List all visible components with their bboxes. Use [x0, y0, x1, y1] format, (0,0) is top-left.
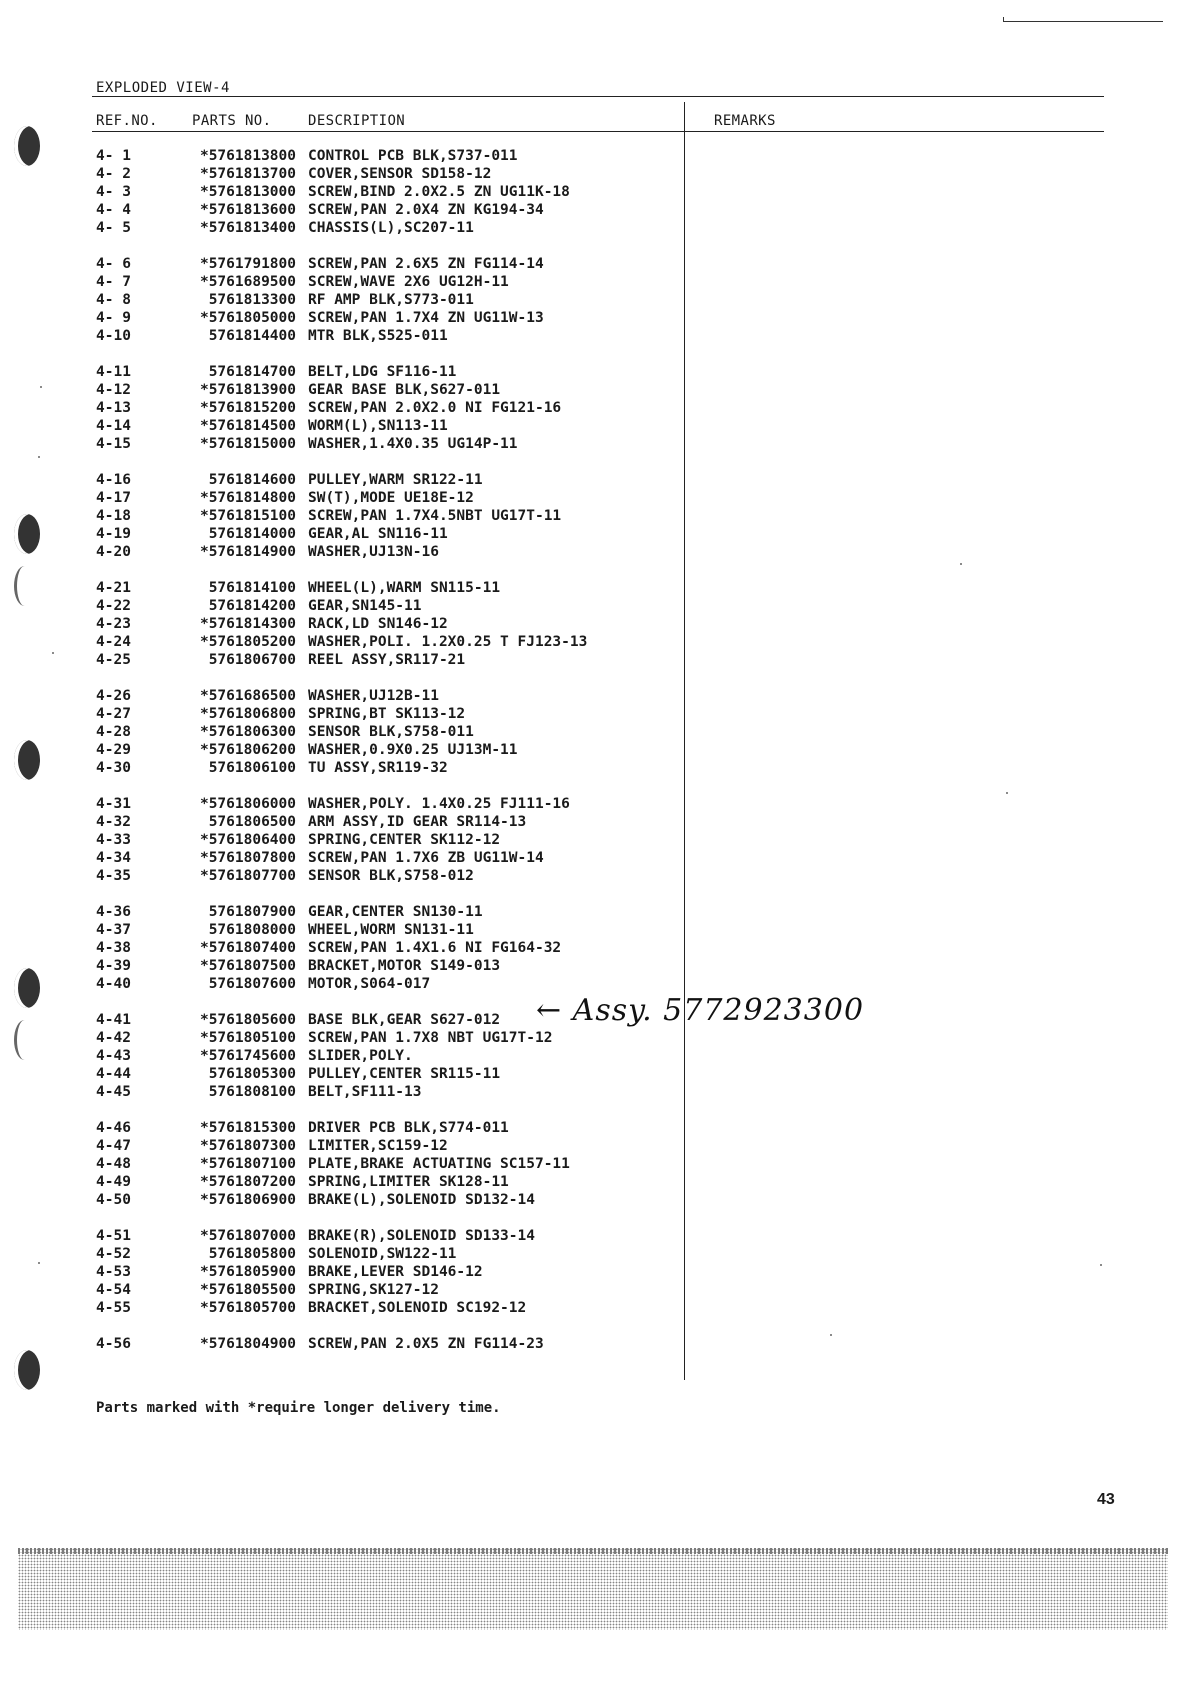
parts-no-cell: *5761807300: [199, 1138, 296, 1154]
parts-no-cell: 5761814700: [208, 364, 296, 380]
description-cell: SCREW,PAN 1.7X4.5NBT UG17T-11: [308, 508, 562, 524]
table-row: [96, 580, 676, 597]
ref-no-cell: 4-42: [96, 1030, 131, 1046]
ref-no-cell: 4-55: [96, 1300, 131, 1316]
description-cell: SPRING,BT SK113-12: [308, 706, 466, 722]
header-parts-no: PARTS NO.: [192, 113, 272, 129]
description-cell: REEL ASSY,SR117-21: [308, 652, 466, 668]
parts-no-cell: *5761813800: [199, 148, 296, 164]
ref-no-cell: 4- 9: [96, 310, 131, 326]
ref-no-cell: 4-35: [96, 868, 131, 884]
ref-no-cell: 4-54: [96, 1282, 131, 1298]
table-row: [96, 742, 676, 759]
table-row: [96, 1300, 676, 1317]
description-cell: SPRING,LIMITER SK128-11: [308, 1174, 509, 1190]
description-cell: WASHER,0.9X0.25 UJ13M-11: [308, 742, 518, 758]
description-cell: GEAR,CENTER SN130-11: [308, 904, 483, 920]
ref-no-cell: 4-41: [96, 1012, 131, 1028]
table-row: [96, 1156, 676, 1173]
parts-no-cell: *5761815200: [199, 400, 296, 416]
table-row: [96, 220, 676, 237]
description-cell: BASE BLK,GEAR S627-012: [308, 1012, 501, 1028]
ref-no-cell: 4-11: [96, 364, 131, 380]
table-row: [96, 868, 676, 885]
ref-no-cell: 4-52: [96, 1246, 131, 1262]
parts-no-cell: *5761813600: [199, 202, 296, 218]
parts-no-cell: 5761806700: [208, 652, 296, 668]
ref-no-cell: 4-43: [96, 1048, 131, 1064]
binder-hole-mark: [14, 126, 40, 166]
ref-no-cell: 4-18: [96, 508, 131, 524]
parts-no-cell: *5761805000: [199, 310, 296, 326]
ref-no-cell: 4-51: [96, 1228, 131, 1244]
description-cell: LIMITER,SC159-12: [308, 1138, 448, 1154]
table-row: [96, 508, 676, 525]
description-cell: SCREW,PAN 1.7X8 NBT UG17T-12: [308, 1030, 553, 1046]
description-cell: WASHER,UJ12B-11: [308, 688, 439, 704]
description-cell: DRIVER PCB BLK,S774-011: [308, 1120, 509, 1136]
parts-no-cell: *5761807100: [199, 1156, 296, 1172]
table-row: [96, 1084, 676, 1101]
ref-no-cell: 4-30: [96, 760, 131, 776]
ref-no-cell: 4-49: [96, 1174, 131, 1190]
table-row: [96, 850, 676, 867]
ref-no-cell: 4-12: [96, 382, 131, 398]
parts-no-cell: 5761814200: [208, 598, 296, 614]
table-row: [96, 490, 676, 507]
ref-no-cell: 4-24: [96, 634, 131, 650]
table-row: [96, 328, 676, 345]
scan-speck: [1100, 1264, 1102, 1266]
description-cell: BRACKET,SOLENOID SC192-12: [308, 1300, 527, 1316]
description-cell: SCREW,PAN 1.4X1.6 NI FG164-32: [308, 940, 562, 956]
parts-no-cell: *5761813900: [199, 382, 296, 398]
parts-no-cell: 5761808100: [208, 1084, 296, 1100]
description-cell: SCREW,PAN 2.6X5 ZN FG114-14: [308, 256, 544, 272]
ref-no-cell: 4-10: [96, 328, 131, 344]
table-row: [96, 310, 676, 327]
header-remarks: REMARKS: [714, 113, 776, 129]
parts-no-cell: 5761814400: [208, 328, 296, 344]
description-cell: WASHER,POLY. 1.4X0.25 FJ111-16: [308, 796, 570, 812]
description-cell: SCREW,PAN 2.0X4 ZN KG194-34: [308, 202, 544, 218]
scan-speck: [40, 386, 42, 388]
parts-no-cell: *5761805600: [199, 1012, 296, 1028]
description-cell: SENSOR BLK,S758-011: [308, 724, 474, 740]
table-row: [96, 1174, 676, 1191]
table-row: [96, 724, 676, 741]
ref-no-cell: 4- 8: [96, 292, 131, 308]
table-row: [96, 1228, 676, 1245]
description-cell: WASHER,UJ13N-16: [308, 544, 439, 560]
scan-speck: [1006, 792, 1008, 794]
table-row: [96, 1030, 676, 1047]
parts-no-cell: 5761814000: [208, 526, 296, 542]
parts-no-cell: *5761806800: [199, 706, 296, 722]
parts-no-cell: *5761814900: [199, 544, 296, 560]
parts-no-cell: 5761805300: [208, 1066, 296, 1082]
table-row: [96, 832, 676, 849]
parts-no-cell: *5761804900: [199, 1336, 296, 1352]
ref-no-cell: 4-29: [96, 742, 131, 758]
parts-no-cell: *5761689500: [199, 274, 296, 290]
description-cell: WORM(L),SN113-11: [308, 418, 448, 434]
scan-speck: [830, 1334, 832, 1336]
parts-no-cell: *5761806200: [199, 742, 296, 758]
table-row: [96, 382, 676, 399]
description-cell: PULLEY,CENTER SR115-11: [308, 1066, 501, 1082]
table-row: [96, 184, 676, 201]
description-cell: SCREW,PAN 2.0X2.0 NI FG121-16: [308, 400, 562, 416]
page-number: 43: [1097, 1491, 1115, 1508]
ref-no-cell: 4-39: [96, 958, 131, 974]
table-row: [96, 922, 676, 939]
description-cell: GEAR,AL SN116-11: [308, 526, 448, 542]
table-row: [96, 1120, 676, 1137]
description-cell: SENSOR BLK,S758-012: [308, 868, 474, 884]
ref-no-cell: 4-20: [96, 544, 131, 560]
table-row: [96, 940, 676, 957]
binder-hole-mark: [14, 968, 40, 1008]
ref-no-cell: 4-44: [96, 1066, 131, 1082]
table-row: [96, 652, 676, 669]
description-cell: SLIDER,POLY.: [308, 1048, 413, 1064]
parts-no-cell: *5761807500: [199, 958, 296, 974]
binder-hole-mark: [14, 1350, 40, 1390]
ref-no-cell: 4-56: [96, 1336, 131, 1352]
description-cell: SCREW,PAN 2.0X5 ZN FG114-23: [308, 1336, 544, 1352]
table-row: [96, 688, 676, 705]
description-cell: SOLENOID,SW122-11: [308, 1246, 457, 1262]
description-cell: PULLEY,WARM SR122-11: [308, 472, 483, 488]
table-row: [96, 904, 676, 921]
ref-no-cell: 4- 7: [96, 274, 131, 290]
ref-no-cell: 4-32: [96, 814, 131, 830]
parts-no-cell: *5761815000: [199, 436, 296, 452]
scan-speck: [960, 563, 962, 565]
parts-no-cell: *5761815300: [199, 1120, 296, 1136]
table-row: [96, 274, 676, 291]
table-row: [96, 364, 676, 381]
parts-no-cell: *5761805100: [199, 1030, 296, 1046]
description-cell: SW(T),MODE UE18E-12: [308, 490, 474, 506]
ref-no-cell: 4-14: [96, 418, 131, 434]
parts-no-cell: 5761805800: [208, 1246, 296, 1262]
table-row: [96, 148, 676, 165]
parts-no-cell: 5761807600: [208, 976, 296, 992]
parts-no-cell: 5761814100: [208, 580, 296, 596]
description-cell: WASHER,1.4X0.35 UG14P-11: [308, 436, 518, 452]
description-cell: BRACKET,MOTOR S149-013: [308, 958, 501, 974]
table-row: [96, 1264, 676, 1281]
parts-no-cell: *5761814500: [199, 418, 296, 434]
ref-no-cell: 4-37: [96, 922, 131, 938]
table-row: [96, 526, 676, 543]
ref-no-cell: 4-48: [96, 1156, 131, 1172]
ref-no-cell: 4-36: [96, 904, 131, 920]
top-rule: [92, 96, 1104, 97]
description-cell: GEAR BASE BLK,S627-011: [308, 382, 501, 398]
ref-no-cell: 4-31: [96, 796, 131, 812]
description-cell: SCREW,BIND 2.0X2.5 ZN UG11K-18: [308, 184, 570, 200]
parts-no-cell: *5761806300: [199, 724, 296, 740]
description-cell: BRAKE(R),SOLENOID SD133-14: [308, 1228, 535, 1244]
page-title: EXPLODED VIEW-4: [96, 80, 230, 96]
parts-no-cell: *5761813400: [199, 220, 296, 236]
description-cell: SCREW,PAN 1.7X6 ZB UG11W-14: [308, 850, 544, 866]
binder-hole-mark: [14, 1020, 35, 1060]
ref-no-cell: 4- 2: [96, 166, 131, 182]
parts-no-cell: *5761806000: [199, 796, 296, 812]
ref-no-cell: 4-28: [96, 724, 131, 740]
parts-no-cell: *5761814800: [199, 490, 296, 506]
description-cell: RF AMP BLK,S773-011: [308, 292, 474, 308]
header-description: DESCRIPTION: [308, 113, 406, 129]
ref-no-cell: 4-22: [96, 598, 131, 614]
parts-no-cell: *5761805700: [199, 1300, 296, 1316]
description-cell: TU ASSY,SR119-32: [308, 760, 448, 776]
parts-no-cell: *5761815100: [199, 508, 296, 524]
ref-no-cell: 4-16: [96, 472, 131, 488]
description-cell: SCREW,PAN 1.7X4 ZN UG11W-13: [308, 310, 544, 326]
description-cell: BRAKE,LEVER SD146-12: [308, 1264, 483, 1280]
ref-no-cell: 4-19: [96, 526, 131, 542]
table-row: [96, 472, 676, 489]
ref-no-cell: 4-34: [96, 850, 131, 866]
description-cell: PLATE,BRAKE ACTUATING SC157-11: [308, 1156, 570, 1172]
ref-no-cell: 4-23: [96, 616, 131, 632]
scan-noise-band: [18, 1548, 1168, 1630]
ref-no-cell: 4-25: [96, 652, 131, 668]
table-row: [96, 202, 676, 219]
description-cell: CHASSIS(L),SC207-11: [308, 220, 474, 236]
parts-no-cell: *5761805200: [199, 634, 296, 650]
binder-hole-mark: [14, 566, 35, 606]
ref-no-cell: 4-13: [96, 400, 131, 416]
description-cell: ARM ASSY,ID GEAR SR114-13: [308, 814, 527, 830]
parts-no-cell: *5761814300: [199, 616, 296, 632]
description-cell: GEAR,SN145-11: [308, 598, 422, 614]
ref-no-cell: 4-33: [96, 832, 131, 848]
description-cell: MOTOR,S064-017: [308, 976, 431, 992]
description-cell: BELT,SF111-13: [308, 1084, 422, 1100]
table-row: [96, 976, 676, 993]
table-row: [96, 598, 676, 615]
ref-no-cell: 4-40: [96, 976, 131, 992]
description-cell: BELT,LDG SF116-11: [308, 364, 457, 380]
table-row: [96, 634, 676, 651]
description-cell: CONTROL PCB BLK,S737-011: [308, 148, 518, 164]
table-row: [96, 1066, 676, 1083]
description-cell: WHEEL(L),WARM SN115-11: [308, 580, 501, 596]
ref-no-cell: 4-47: [96, 1138, 131, 1154]
table-row: [96, 796, 676, 813]
parts-no-cell: 5761806500: [208, 814, 296, 830]
ref-no-cell: 4-45: [96, 1084, 131, 1100]
table-row: [96, 436, 676, 453]
parts-no-cell: *5761807200: [199, 1174, 296, 1190]
binder-hole-mark: [14, 740, 40, 780]
description-cell: WHEEL,WORM SN131-11: [308, 922, 474, 938]
ref-no-cell: 4-27: [96, 706, 131, 722]
parts-no-cell: 5761814600: [208, 472, 296, 488]
ref-no-cell: 4- 1: [96, 148, 131, 164]
ref-no-cell: 4- 5: [96, 220, 131, 236]
parts-no-cell: *5761813000: [199, 184, 296, 200]
description-cell: RACK,LD SN146-12: [308, 616, 448, 632]
table-row: [96, 292, 676, 309]
table-row: [96, 256, 676, 273]
parts-no-cell: *5761807000: [199, 1228, 296, 1244]
parts-no-cell: *5761805500: [199, 1282, 296, 1298]
parts-no-cell: *5761807800: [199, 850, 296, 866]
ref-no-cell: 4-46: [96, 1120, 131, 1136]
table-row: [96, 1336, 676, 1353]
table-row: [96, 1048, 676, 1065]
parts-no-cell: *5761813700: [199, 166, 296, 182]
ref-no-cell: 4- 3: [96, 184, 131, 200]
parts-no-cell: *5761791800: [199, 256, 296, 272]
ref-no-cell: 4- 6: [96, 256, 131, 272]
table-row: [96, 1138, 676, 1155]
description-cell: SPRING,SK127-12: [308, 1282, 439, 1298]
scan-speck: [38, 1262, 40, 1264]
table-row: [96, 1192, 676, 1209]
parts-no-cell: *5761805900: [199, 1264, 296, 1280]
scan-speck: [52, 652, 54, 654]
remarks-column-divider: [684, 102, 685, 1380]
parts-no-cell: *5761686500: [199, 688, 296, 704]
table-row: [96, 958, 676, 975]
header-ref-no: REF.NO.: [96, 113, 158, 129]
parts-no-cell: *5761807700: [199, 868, 296, 884]
top-edge-mark: [1003, 21, 1163, 22]
parts-no-cell: 5761813300: [208, 292, 296, 308]
ref-no-cell: 4-38: [96, 940, 131, 956]
description-cell: SPRING,CENTER SK112-12: [308, 832, 501, 848]
table-row: [96, 166, 676, 183]
table-row: [96, 400, 676, 417]
parts-no-cell: *5761745600: [199, 1048, 296, 1064]
ref-no-cell: 4-26: [96, 688, 131, 704]
ref-no-cell: 4-50: [96, 1192, 131, 1208]
description-cell: MTR BLK,S525-011: [308, 328, 448, 344]
delivery-footnote: Parts marked with *require longer delivery time.: [96, 1400, 501, 1416]
parts-no-cell: *5761806400: [199, 832, 296, 848]
parts-no-cell: *5761806900: [199, 1192, 296, 1208]
table-row: [96, 1246, 676, 1263]
description-cell: WASHER,POLI. 1.2X0.25 T FJ123-13: [308, 634, 588, 650]
parts-no-cell: *5761807400: [199, 940, 296, 956]
ref-no-cell: 4-15: [96, 436, 131, 452]
ref-no-cell: 4- 4: [96, 202, 131, 218]
table-row: [96, 418, 676, 435]
description-cell: SCREW,WAVE 2X6 UG12H-11: [308, 274, 509, 290]
handwritten-annotation: ← Assy. 5772923300: [536, 993, 865, 1028]
table-row: [96, 706, 676, 723]
parts-no-cell: 5761808000: [208, 922, 296, 938]
scan-speck: [38, 456, 40, 458]
parts-no-cell: 5761806100: [208, 760, 296, 776]
parts-no-cell: 5761807900: [208, 904, 296, 920]
description-cell: COVER,SENSOR SD158-12: [308, 166, 492, 182]
table-row: [96, 814, 676, 831]
binder-hole-mark: [14, 514, 40, 554]
header-rule: [92, 131, 1104, 132]
ref-no-cell: 4-53: [96, 1264, 131, 1280]
ref-no-cell: 4-17: [96, 490, 131, 506]
table-row: [96, 1282, 676, 1299]
ref-no-cell: 4-21: [96, 580, 131, 596]
description-cell: BRAKE(L),SOLENOID SD132-14: [308, 1192, 535, 1208]
table-row: [96, 544, 676, 561]
table-row: [96, 760, 676, 777]
table-row: [96, 616, 676, 633]
